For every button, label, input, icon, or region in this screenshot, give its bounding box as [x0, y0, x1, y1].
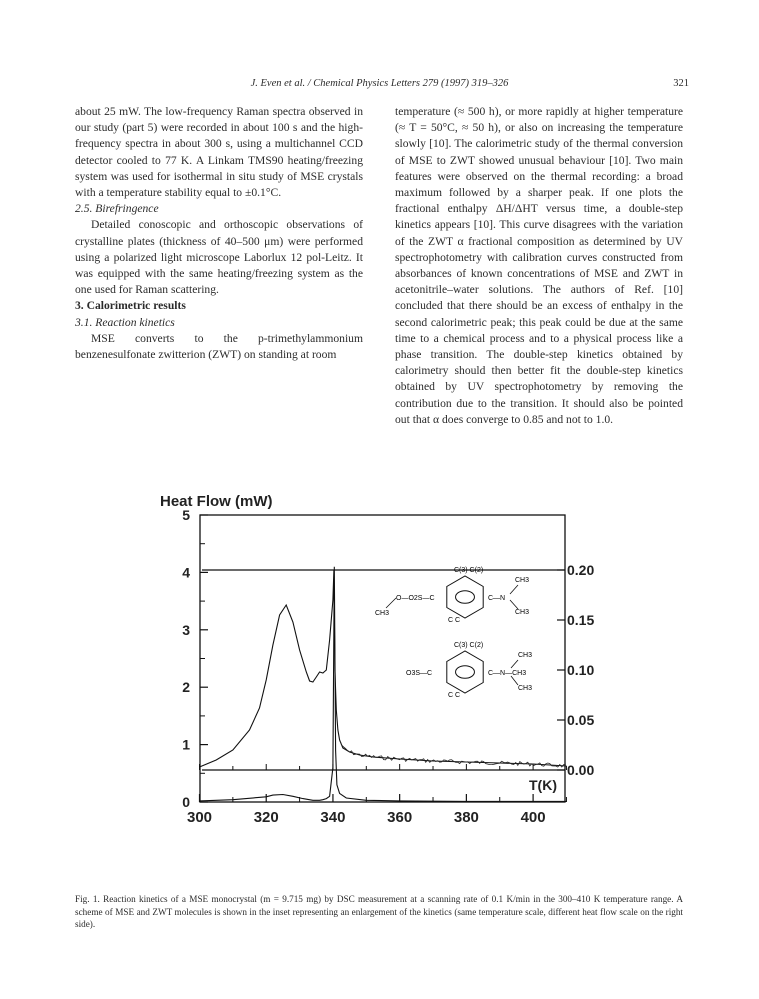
zwt-benzene-ring	[447, 651, 483, 693]
figure-caption: Fig. 1. Reaction kinetics of a MSE monocrystal (m = 9.715 mg) by DSC measurement at a scanning rate of 0.1 K/min in the 300–410 K temperature range. A scheme of MSE and ZWT molecules is shown in the inset representing an enlargement of the kinetics (same temperature scale, different heat flow scale on the right side).	[75, 894, 683, 929]
right-column	[395, 104, 683, 428]
x-tick-label: 320	[253, 809, 279, 826]
dsc-chart	[150, 490, 595, 850]
x-tick-label: 360	[387, 809, 413, 826]
zwt-methyl-top: CH3	[518, 652, 533, 659]
mse-ring-bottom-label: C C	[448, 617, 461, 624]
paragraph-kinetics-continued: temperature (≈ 500 h), or more rapidly at higher temperature (≈ T = 50°C, ≈ 50 h), or also on increasing the temperature slowly [10]. The calorimetric study of the thermal conversion of MSE to ZWT showed unusual behaviour [10]. Two main features were observed on the thermal recording: a broad maximum followed by a sharper peak. If one plots the fractional enthalpy ΔH/ΔHT versus time, a double-step kinetics appears [10]. This curve disagrees with the variation of the ZWT α fractional composition as determined by UV spectrophotometry with calibration curves constructed from absorbances of known concentrations of MSE and ZWT in acetonitrile–water solutions. The authors of Ref. [10] concluded that there should be an excess of enthalpy in the second calorimetric peak; this peak could be due at the same time to a chemical process and to a physical process like a phase transition. The double-step kinetics obtained by calorimetry should then better fit the double-step kinetics obtained by UV spectrophotometry by removing the contribution due to the transition. It should also be pointed out that α does converge to 0.85 and not to 1.0.	[395, 105, 683, 426]
y-axis-label: Heat Flow (mW)	[160, 493, 273, 510]
inset-noise-trace	[340, 740, 566, 767]
y-tick-label: 4	[182, 564, 190, 581]
zwt-bond-top	[511, 660, 518, 668]
y-tick-label: 5	[182, 507, 190, 523]
mse-bond-left	[386, 598, 396, 608]
paragraph-equipment: about 25 mW. The low-frequency Raman spectra observed in our study (part 5) were recorded in about 100 s and the high-frequency spectra in about 300 s, using a multichannel CCD detector cooled to 77 K. A Linkam TMS90 heating/freezing system was used for isothermal in situ study of MSE crystals with a temperature stability equal to ±0.1°C.	[75, 105, 363, 200]
y-tick-label: 2	[182, 679, 190, 696]
x-tick-label: 380	[453, 809, 479, 826]
paragraph-birefringence: Detailed conoscopic and orthoscopic observations of crystalline plates (thickness of 40–500 μm) were performed using a polarized light microscope Laborlux 12 pol-Leitz. It was equipped with the same heating/freezing system as the one used for Raman scattering.	[75, 218, 363, 297]
right-tick-label: 0.00	[567, 762, 595, 778]
zwt-methyl-bottom: CH3	[518, 685, 533, 692]
right-tick-label: 0.05	[567, 712, 595, 728]
journal-citation: J. Even et al. / Chemical Physics Letters 279 (1997) 319–326	[250, 78, 509, 89]
mse-methyl-top: CH3	[515, 577, 530, 584]
section-heading-birefringence: 2.5. Birefringence	[75, 202, 159, 216]
zwt-ring-top-label: C(3) C(2)	[454, 642, 484, 649]
mse-methyl-left: CH3	[375, 610, 390, 617]
inset-heat-flow-curve	[200, 570, 567, 767]
section-heading-calorimetric: 3. Calorimetric results	[75, 299, 186, 313]
mse-benzene-ring	[447, 576, 483, 618]
right-tick-label: 0.10	[567, 662, 595, 678]
mse-bond-bottom	[510, 600, 518, 609]
mse-benzene-ring-aromatic-circle	[456, 591, 475, 604]
mse-bond-top	[510, 585, 518, 594]
page-header	[0, 78, 759, 92]
y-tick-label: 0	[182, 794, 190, 810]
mse-ester-group: O—O2S—C	[396, 595, 435, 602]
zwt-ring-bottom-label: C C	[448, 692, 461, 699]
paragraph-kinetics-start: MSE converts to the p-trimethylammonium benzenesulfonate zwitterion (ZWT) on standing at room	[75, 331, 363, 362]
zwt-ammonium-group: C—N—CH3	[488, 670, 527, 677]
page-number: 321	[673, 78, 689, 89]
x-tick-label: 400	[520, 809, 546, 826]
right-tick-label: 0.20	[567, 562, 595, 578]
x-tick-label: 300	[186, 809, 213, 826]
mse-ring-top-label: C(3) C(2)	[454, 567, 484, 574]
x-axis-label: T(K)	[529, 777, 557, 793]
section-heading-kinetics: 3.1. Reaction kinetics	[75, 315, 175, 329]
x-tick-label: 340	[320, 809, 346, 826]
right-tick-label: 0.15	[567, 612, 595, 628]
y-tick-label: 3	[182, 621, 190, 638]
plot-frame	[200, 515, 565, 802]
left-column	[75, 104, 363, 363]
y-tick-label: 1	[182, 736, 190, 753]
zwt-bond-bottom	[511, 676, 518, 685]
mse-amine-group: C—N	[488, 595, 506, 602]
mse-methyl-bottom: CH3	[515, 609, 530, 616]
zwt-sulfonate-group: O3S—C	[406, 670, 433, 677]
zwt-benzene-ring-aromatic-circle	[456, 666, 475, 679]
